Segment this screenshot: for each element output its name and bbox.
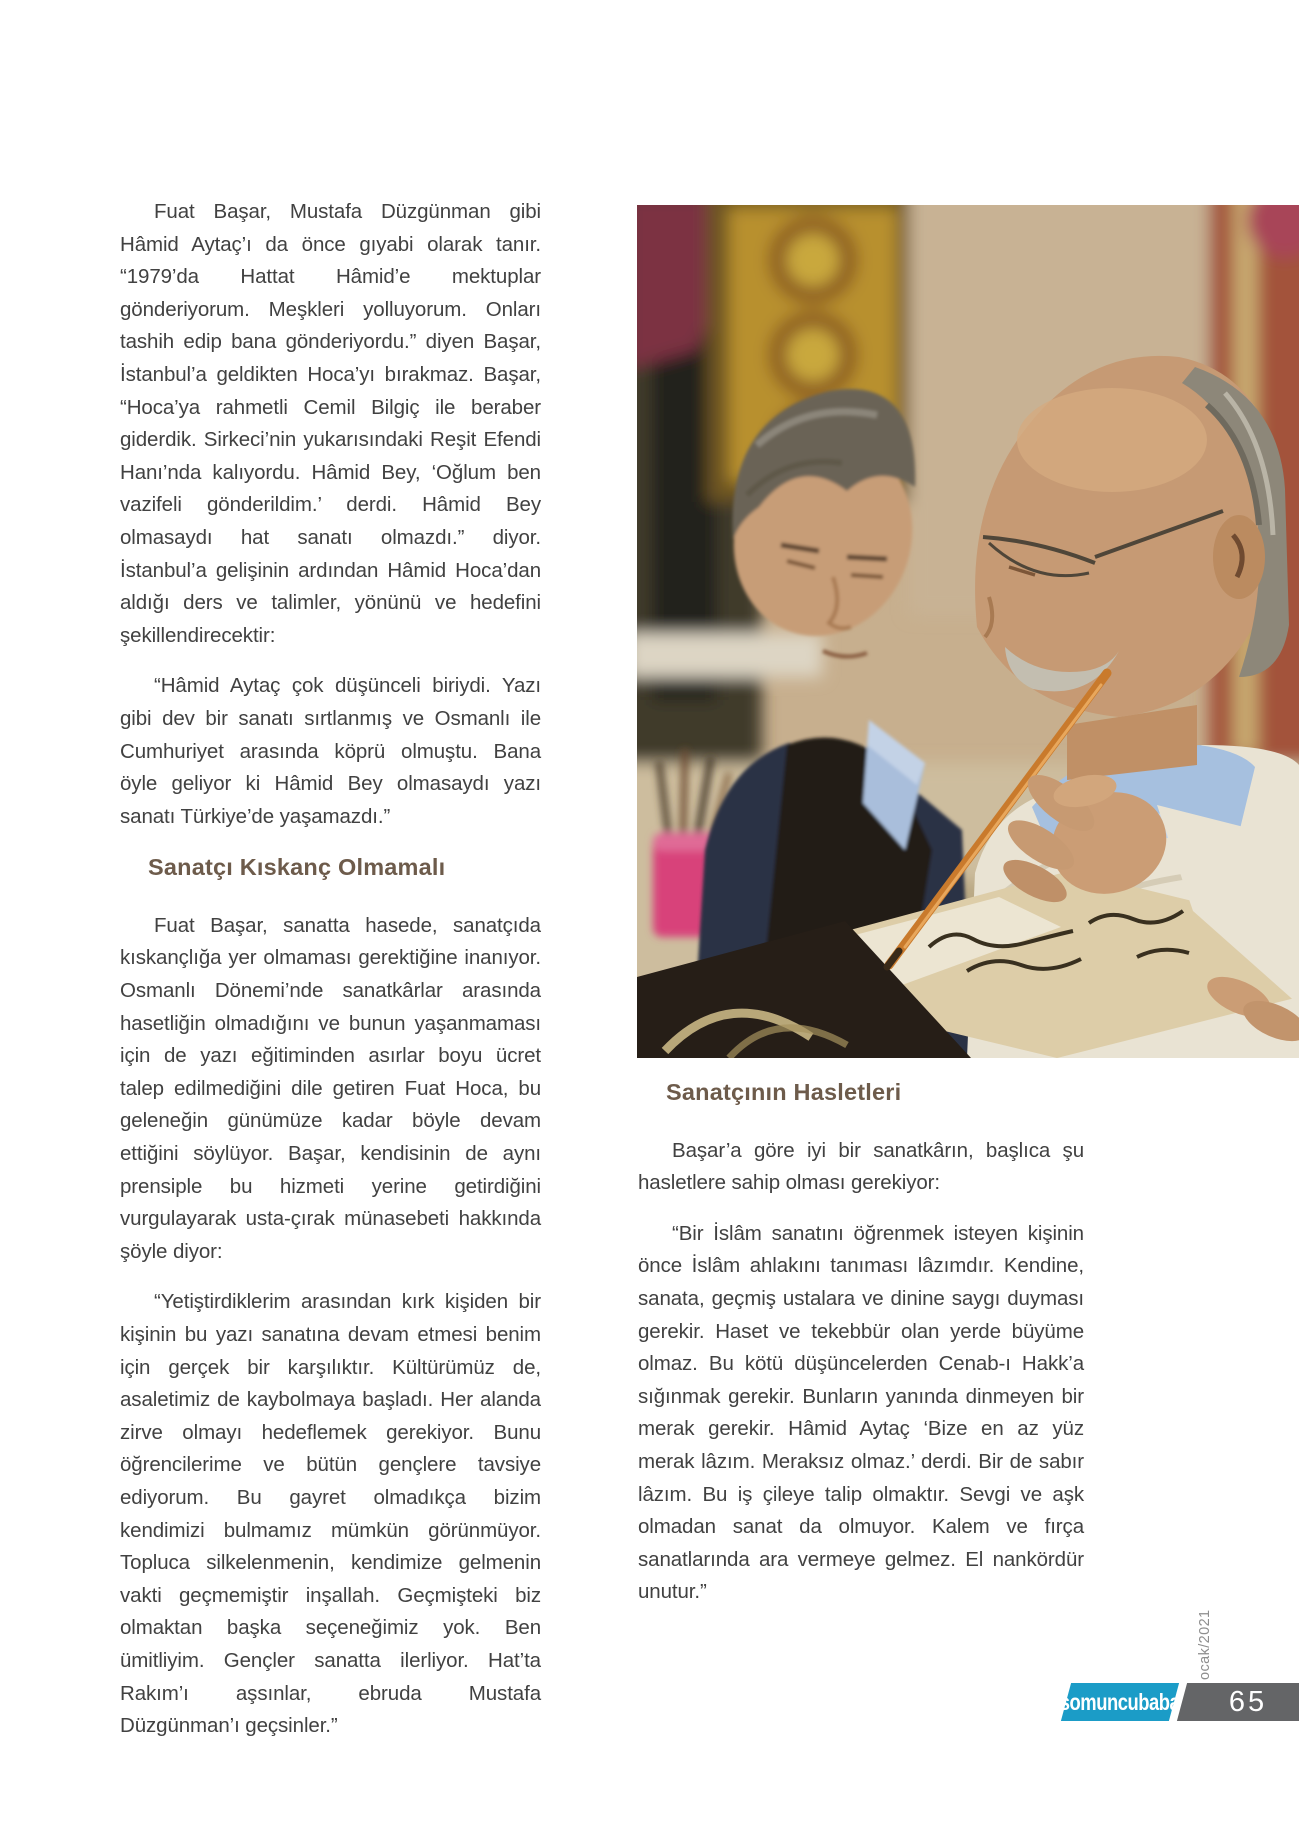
right-text-column: [638, 1062, 1084, 1627]
paragraph-haset: Fuat Başar, sanatta hasede, sanatçıda kıskançlığa yer olmaması gerektiğine inanıyor. Osmanlı Dönemi’nde sanatkârlar arasında hasetliğin olmadığını ve bunun yaşanmaması için de yazı eğitiminden asırlar boyu ücret talep edilmediğini dile getiren Fuat Hoca, bu geleneğin günümüze kadar böyle devam ettiğini söylüyor. Başar, kendisinin de aynı prensiple bu hizmeti yerine getirdiğini vurgulayarak usta-çırak münasebeti hakkında şöyle diyor:: [120, 913, 541, 1263]
footer: [1060, 1683, 1299, 1721]
page-number-plate: [1177, 1683, 1299, 1721]
paragraph-intro: Fuat Başar, Mustafa Düzgünman gibi Hâmid Aytaç’ı da önce gıyabi olarak tanır. “1979’da Hattat Hâmid’e mektuplar gönderiyorum. Meşkleri yolluyorum. Onları tashih edip bana gönderiyordu.” diyen Başar, İstanbul’a geldikten Hoca’yı bırakmaz. Başar, “Hoca’ya rahmetli Cemil Bilgiç ile beraber giderdik. Sirkeci’nin yukarısındaki Reşit Efendi Hanı’nda kalıyordu. Hâmid Bey, ‘Oğlum ben vazifeli gönderildim.’ derdi. Hâmid Bey olmasaydı hat sanatı olmazdı.” diyor. İstanbul’a gelişinin ardından Hâmid Hoca’dan aldığı ders ve talimler, yönünü ve hedefini şekillendirecektir:: [120, 200, 541, 647]
magazine-logo-plate: [1061, 1683, 1179, 1721]
paragraph-yetistirdiklerim: “Yetiştirdiklerim arasından kırk kişiden bir kişinin bu yazı sanatına devam etmesi benim için gerçek bir karşılıktır. Kültürümüz de, asaletimiz de kaybolmaya başladı. Her alanda zirve olmayı hedeflemek gerekiyor. Bunu öğrencilerime ve bütün gençlere tavsiye ediyorum. Bu gayret olmadıkça bizim kendimizi bulmamız mümkün görünmüyor. Topluca silkelenmenin, kendimize gelmenin vakti geçmemiştir inşallah. Geçmişteki biz olmaktan başka seçeneğimiz yok. Ben ümitliyim. Gençler sanatta ilerliyor. Hat’ta Rakım’ı aşsınlar, ebruda Mustafa Düzgünman’ı geçsinler.”: [120, 1290, 541, 1738]
section-heading-hasletler: Sanatçının Hasletleri: [666, 1079, 902, 1105]
article-photo: [637, 205, 1299, 1058]
issue-date: ocak/2021: [1197, 1609, 1213, 1680]
calligraphy-lesson-photo: [637, 205, 1299, 1058]
section-heading-kiskanc: Sanatçı Kıskanç Olmamalı: [148, 854, 446, 881]
left-text-column: [120, 196, 541, 1761]
paragraph-quote-hamid: “Hâmid Aytaç çok düşünceli biriydi. Yazı gibi dev bir sanatı sırtlanmış ve Osmanlı ile Cumhuriyet arasında köprü olmuştu. Bana öyle geliyor ki Hâmid Bey olmasaydı yazı sanatı Türkiye’de yaşamazdı.”: [120, 674, 541, 828]
magazine-logo-text: somuncubaba: [1060, 1688, 1180, 1715]
paragraph-hasletler-intro: Başar’a göre iyi bir sanatkârın, başlıca şu hasletlere sahip olması gerekiyor:: [638, 1138, 1084, 1195]
page-number: 65: [1228, 1685, 1268, 1718]
paragraph-hasletler-quote: “Bir İslâm sanatını öğrenmek isteyen kişinin önce İslâm ahlakını tanıması lâzımdır. Kendine, sanata, geçmiş ustalara ve dinine saygı duyması gerekir. Haset ve tekebbür olan yerde büyüme olmaz. Bu kötü düşüncelerden Cenab-ı Hakk’a sığınmak gerekir. Bunların yanında dinmeyen bir merak gerekir. Hâmid Aytaç ‘Bize en az yüz merak lâzım. Meraksız olmaz.’ derdi. Bir de sabır lâzım. Bu iş çileye talip olmaktır. Sevgi ve aşk olmadan sanat da olmuyor. Kalem ve fırça sanatlarında ara vermeye gelmez. El nankördür unutur.”: [638, 1221, 1084, 1604]
